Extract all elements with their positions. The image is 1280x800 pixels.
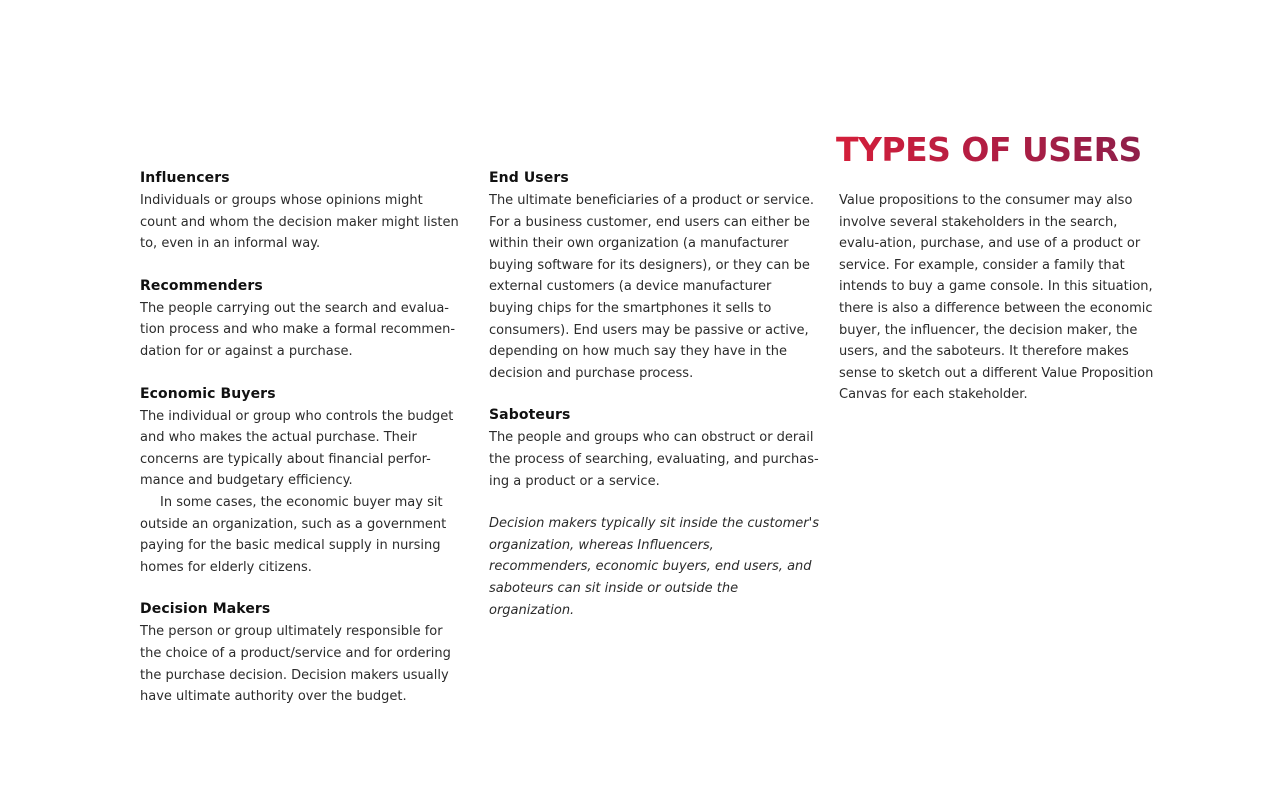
column-middle	[489, 168, 819, 642]
end-users-text: The ultimate beneficiaries of a product or service. For a business customer, end users can either be within their own organization (a manufacturer buying software for its designers), or they can be external customers (a device manufacturer buying chips for the smartphones it sells to consumers). End users may be passive or active, depending on how much say they have in the decision and purchase process.	[489, 193, 815, 381]
recommenders-text: The people carrying out the search and evalua-tion process and who make a formal recommen-dation for or against a purchase.	[140, 300, 456, 359]
intro-text: Value propositions to the consumer may also involve several stakeholders in the search, evalu-ation, purchase, and use of a product or service. For example, consider a family that intends to buy a game console. In this situation, there is also a difference between the economic buyer, the influencer, the decision maker, the users, and the saboteurs. It therefore makes sense to sketch out a different Value Proposition Canvas for each stakeholder.	[839, 193, 1154, 403]
saboteurs-text: The people and groups who can obstruct or derail the process of searching, evaluating, and purchas-ing a product or a service.	[489, 430, 819, 489]
saboteurs-heading: Saboteurs	[489, 407, 571, 424]
influencers-text: Individuals or groups whose opinions might count and whom the decision maker might listen to, even in an informal way.	[140, 193, 459, 252]
section-influencers	[140, 168, 462, 255]
section-saboteurs	[489, 405, 819, 492]
stakeholder-note: Decision makers typically sit inside the customer's organization, whereas Influencers, recommenders, economic buyers, end users, and saboteurs can sit inside or outside the organization.	[489, 516, 819, 618]
decision-makers-text: The person or group ultimately responsible for the choice of a product/service and for ordering the purchase decision. Decision makers usually have ultimate authority over the budget.	[140, 624, 451, 705]
section-economic-buyers	[140, 384, 462, 579]
section-note	[489, 513, 819, 621]
page-title: TYPES OF USERS	[836, 130, 1142, 169]
column-left	[140, 168, 462, 729]
section-recommenders	[140, 276, 462, 363]
end-users-heading: End Users	[489, 170, 569, 186]
column-right	[839, 190, 1159, 406]
section-decision-makers	[140, 599, 462, 707]
section-end-users	[489, 168, 819, 384]
economic-buyers-text: The individual or group who controls the budget and who makes the actual purchase. Their concerns are typically about financial perfor-mance and budgetary efficiency.	[140, 408, 454, 489]
influencers-heading: Influencers	[140, 170, 230, 186]
economic-buyers-text-2: In some cases, the economic buyer may sit outside an organization, such as a government paying for the basic medical supply in nursing homes for elderly citizens.	[140, 494, 447, 575]
economic-buyers-heading: Economic Buyers	[140, 385, 276, 402]
decision-makers-heading: Decision Makers	[140, 601, 271, 618]
recommenders-heading: Recommenders	[140, 277, 263, 294]
